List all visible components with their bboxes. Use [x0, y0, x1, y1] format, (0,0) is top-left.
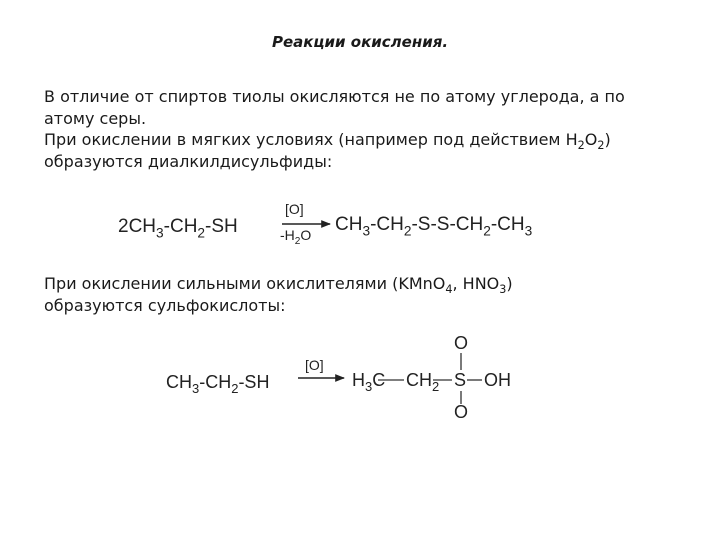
reaction2-sulfur: S	[454, 370, 467, 390]
reaction1-reagent-top: [O]	[285, 201, 304, 217]
reaction2-ch2: $CH_2$	[406, 370, 440, 395]
intro-line-3: При окислении в мягких условиях (например под действием $Н_2О_2$)	[44, 130, 611, 152]
reaction2-oxygen-bottom: O	[454, 402, 469, 422]
reaction2-reagent-top: [O]	[305, 357, 324, 373]
page-title: Реакции окисления.	[271, 33, 449, 51]
intro-line-4: образуются диалкилдисульфиды:	[44, 151, 333, 171]
reaction2-oh: OH	[484, 370, 511, 390]
reaction1-reagent-bottom: $-H_2O$	[280, 227, 312, 248]
reaction2-oxygen-top: O	[454, 333, 469, 353]
strong-line-1: При окислении сильными окислителями (KMnO$_4$, $HNO_3$)	[44, 274, 513, 296]
intro-line-1: В отличие от спиртов тиолы окисляются не по атому углерода, а по	[44, 87, 625, 106]
reaction2-reactant: $CH_3-CH_2-SH$	[166, 372, 270, 397]
reaction1-product: $CH_3-CH_2-S-S-CH_2-CH_3$	[335, 214, 533, 239]
reaction1-reactant: $2CH_3-CH_2-SH$	[118, 216, 238, 241]
strong-line-2: образуются сульфокислоты:	[44, 295, 286, 315]
intro-line-2: атому серы.	[44, 108, 147, 128]
reaction2-h3c: $H_3C$	[352, 370, 386, 395]
